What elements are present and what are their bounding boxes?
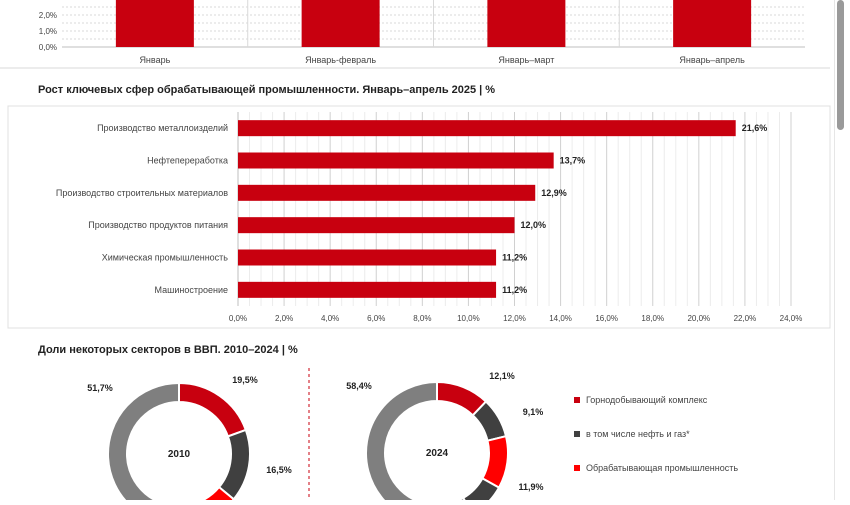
chart2-value-label: 11,2% (502, 252, 528, 263)
donut-center-label: 2024 (425, 448, 449, 459)
donut-slice-label: 11,9% (518, 482, 544, 492)
donut-slice-label: 51,7% (87, 383, 113, 393)
vertical-scrollbar[interactable] (837, 0, 844, 130)
chart2-value-label: 12,0% (520, 220, 547, 231)
chart3-title: Доли некоторых секторов в ВВП. 2010–2024 | % (38, 344, 298, 356)
chart1-x-tick: Январь-февраль (305, 55, 377, 65)
chart2-bar (238, 250, 496, 266)
chart1-bar (116, 0, 194, 47)
chart2-category-label: Химическая промышленность (101, 252, 228, 263)
chart1-x-tick: Январь–апрель (679, 55, 745, 65)
chart1-y-tick: 0,0% (38, 43, 57, 52)
chart2-x-tick: 0,0% (228, 314, 248, 323)
legend-label: Горнодобывающий комплекс (586, 395, 708, 405)
donut-slice (219, 430, 250, 499)
donut-slice-label: 19,5% (232, 375, 258, 385)
chart2-category-label: Производство продуктов питания (88, 220, 228, 231)
chart2-bar (238, 282, 496, 298)
donut-slice (179, 383, 246, 436)
chart1-y-tick: 2,0% (38, 11, 57, 20)
chart1-bar (487, 0, 565, 47)
chart2-title: Рост ключевых сфер обрабатывающей промышленности. Январь–апрель 2025 | % (38, 84, 496, 96)
chart1-bar (673, 0, 751, 47)
legend-swatch (574, 431, 580, 437)
donut-2024 (346, 371, 543, 500)
chart2-x-tick: 12,0% (503, 314, 526, 323)
chart1-x-tick: Январь (139, 55, 171, 65)
chart2-category-label: Производство металлоизделий (97, 123, 228, 134)
chart2-bar (238, 120, 736, 136)
chart2-category-label: Машиностроение (154, 284, 228, 295)
chart2-grid (238, 112, 791, 306)
page-edge-line (834, 0, 835, 500)
legend-label: в том числе нефть и газ* (586, 429, 690, 439)
donut-slice-label: 58,4% (346, 381, 372, 391)
chart1-x-tick: Январь–март (498, 55, 555, 65)
donut-slice-label: 12,1% (489, 371, 515, 381)
donut-slice-label: 16,5% (266, 465, 292, 475)
chart2-x-tick: 20,0% (687, 314, 711, 323)
chart2-category-label: Нефтепереработка (147, 155, 228, 166)
chart2-x-tick: 2,0% (274, 314, 294, 323)
chart2-x-tick: 10,0% (457, 314, 480, 323)
donut-center-label: 2010 (167, 449, 191, 460)
gdp-shares-donut-chart (87, 368, 738, 500)
chart2-bar (238, 217, 515, 233)
donut-2010 (87, 375, 292, 500)
donut-legend (574, 395, 738, 473)
chart2-value-label: 21,6% (741, 123, 768, 134)
donut-slice (108, 383, 187, 500)
chart2-x-tick: 16,0% (595, 314, 619, 323)
chart2-x-tick: 4,0% (321, 314, 340, 323)
chart2-category-label: Производство строительных материалов (55, 187, 228, 198)
chart1-y-ticks (39, 11, 57, 52)
chart2-value-label: 13,7% (559, 155, 586, 166)
chart2-x-tick: 22,0% (733, 314, 757, 323)
donut-slice-label: 9,1% (522, 407, 544, 417)
manufacturing-growth-chart (8, 106, 830, 328)
chart2-x-ticks (229, 314, 802, 323)
chart2-value-label: 12,9% (541, 187, 567, 198)
chart2-x-tick: 24,0% (779, 314, 803, 323)
legend-swatch (574, 397, 580, 403)
legend-label: Обрабатывающая промышленность (586, 463, 739, 473)
chart1-y-tick: 1,0% (38, 27, 57, 36)
chart2-bar (238, 153, 554, 169)
chart2-x-tick: 6,0% (367, 314, 386, 323)
chart2-bars (238, 120, 736, 298)
chart2-x-tick: 8,0% (413, 314, 432, 323)
chart1-bar (302, 0, 380, 47)
chart2-x-tick: 14,0% (549, 314, 572, 323)
chart2-x-tick: 18,0% (641, 314, 665, 323)
legend-swatch (574, 465, 580, 471)
chart2-bar (238, 185, 535, 201)
monthly-column-chart (0, 0, 830, 68)
chart2-value-label: 11,2% (502, 284, 528, 295)
chart1-x-ticks (139, 55, 745, 65)
chart2-value-labels (502, 123, 767, 295)
chart2-category-labels (56, 123, 228, 295)
